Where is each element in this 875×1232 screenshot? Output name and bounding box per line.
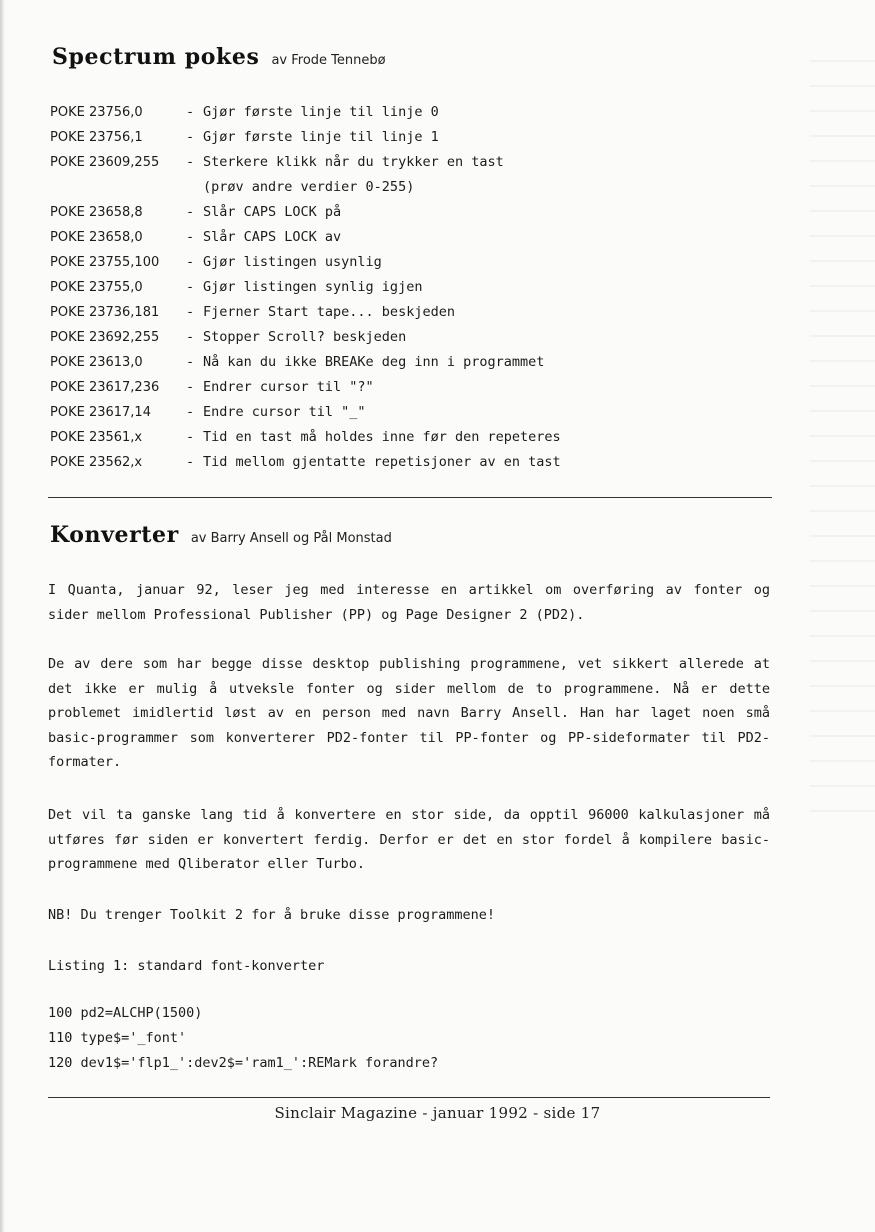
poke-code: POKE 23613,0 bbox=[50, 355, 143, 370]
poke-desc: Sterkere klikk når du trykker en tast bbox=[203, 154, 504, 170]
poke-code: POKE 23617,236 bbox=[50, 380, 160, 395]
poke-code: POKE 23756,0 bbox=[50, 105, 143, 120]
spectrum-byline: av Frode Tennebø bbox=[271, 53, 386, 68]
poke-code: POKE 23658,8 bbox=[50, 205, 143, 220]
poke-code: POKE 23756,1 bbox=[50, 130, 143, 145]
paragraph: I Quanta, januar 92, leser jeg med interesse en artikkel om overføring av fonter og sider mellom Professional Publisher (PP) og Page Designer 2 (PD2). bbox=[48, 582, 770, 623]
listing-title: Listing 1: standard font-konverter bbox=[48, 958, 325, 974]
poke-desc: Slår CAPS LOCK på bbox=[203, 204, 342, 220]
page-footer: Sinclair Magazine - januar 1992 - side 17 bbox=[274, 1104, 601, 1122]
poke-code: POKE 23736,181 bbox=[50, 305, 160, 320]
spectrum-heading bbox=[52, 44, 386, 70]
poke-code: POKE 23658,0 bbox=[50, 230, 143, 245]
poke-desc: Gjør første linje til linje 1 bbox=[203, 129, 439, 145]
poke-desc: Stopper Scroll? beskjeden bbox=[203, 329, 407, 345]
poke-desc: Tid mellom gjentatte repetisjoner av en tast bbox=[203, 454, 561, 470]
bleed-through-margin bbox=[810, 60, 875, 820]
poke-code: POKE 23755,0 bbox=[50, 280, 143, 295]
scan-edge bbox=[0, 0, 5, 1232]
paragraph: Det vil ta ganske lang tid å konvertere en stor side, da opptil 96000 kalkulasjoner må utføres før siden er konvertert ferdig. Derfor er det en stor fordel å kompilere basic-programmene med Qliberator eller Turbo. bbox=[48, 807, 770, 872]
poke-desc: Endre cursor til "_" bbox=[203, 404, 366, 420]
poke-desc: Tid en tast må holdes inne før den repeteres bbox=[203, 429, 561, 445]
poke-desc: Gjør listingen usynlig bbox=[203, 254, 382, 270]
poke-code: POKE 23562,x bbox=[50, 455, 143, 470]
section-divider bbox=[48, 497, 772, 498]
konverter-heading bbox=[50, 522, 392, 548]
poke-code: POKE 23755,100 bbox=[50, 255, 160, 270]
poke-code: POKE 23609,255 bbox=[50, 155, 160, 170]
poke-desc: Nå kan du ikke BREAKe deg inn i programmet bbox=[203, 354, 545, 370]
poke-desc: (prøv andre verdier 0-255) bbox=[203, 179, 415, 195]
code-line: 100 pd2=ALCHP(1500) bbox=[48, 1005, 203, 1021]
poke-desc: Endrer cursor til "?" bbox=[203, 379, 374, 395]
poke-desc: Gjør listingen synlig igjen bbox=[203, 279, 423, 295]
spectrum-title: Spectrum pokes bbox=[52, 44, 260, 70]
poke-desc: Gjør første linje til linje 0 bbox=[203, 104, 439, 120]
note: NB! Du trenger Toolkit 2 for å bruke disse programmene! bbox=[48, 907, 496, 923]
poke-desc: Fjerner Start tape... beskjeden bbox=[203, 304, 455, 320]
konverter-title: Konverter bbox=[50, 522, 179, 548]
poke-code: POKE 23561,x bbox=[50, 430, 143, 445]
poke-desc: Slår CAPS LOCK av bbox=[203, 229, 342, 245]
konverter-byline: av Barry Ansell og Pål Monstad bbox=[190, 531, 392, 546]
code-line: 110 type$='_font' bbox=[48, 1030, 187, 1046]
paragraph: De av dere som har begge disse desktop publishing programmene, vet sikkert allerede at det ikke er mulig å utveksle fonter og sider mellom de to programmene. Nå er dette problemet imidlertid løst av en person med navn Barry Ansell. Han har laget noen små basic-programmer som konverterer PD2-fonter til PP-fonter og PP-sideformater til PD2-formater. bbox=[48, 656, 770, 770]
code-line: 120 dev1$='flp1_':dev2$='ram1_':REMark forandre? bbox=[48, 1055, 439, 1071]
footer-rule bbox=[48, 1097, 770, 1098]
poke-code: POKE 23692,255 bbox=[50, 330, 160, 345]
poke-code: POKE 23617,14 bbox=[50, 405, 151, 420]
